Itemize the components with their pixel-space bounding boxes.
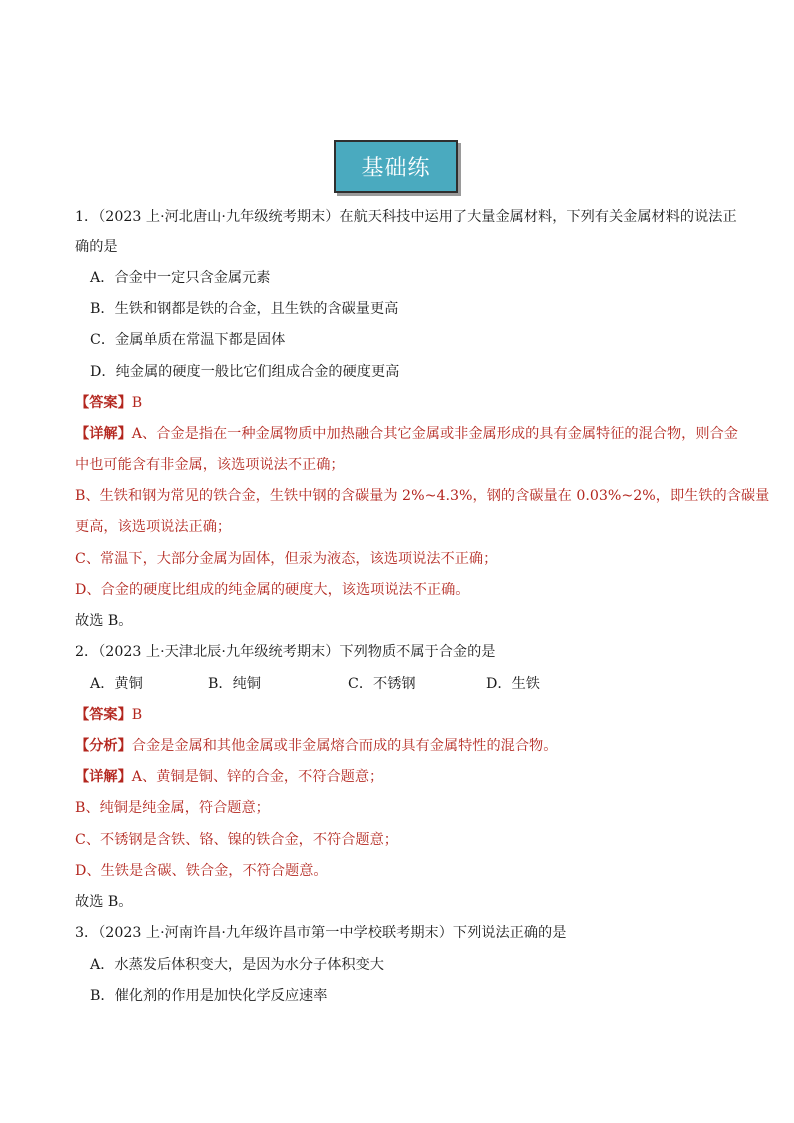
detail-text: A、合金是指在一种金属物质中加热融合其它金属或非金属形成的具有金属特征的混合物，则合金 — [131, 426, 738, 442]
answer-tag: 【答案】 — [75, 395, 132, 411]
q1-detail-line1 — [75, 424, 738, 444]
answer-value: B — [131, 707, 143, 723]
q2-detail-line2: B、纯铜是纯金属，符合题意； — [75, 800, 270, 816]
q1-answer — [75, 393, 722, 413]
q2-option-b: B．纯铜 — [208, 676, 261, 692]
analysis-tag: 【分析】 — [75, 738, 132, 754]
q2-detail-line3: C、不锈钢是含铁、铬、镍的铁合金，不符合题意； — [75, 832, 398, 848]
analysis-text: 合金是金属和其他金属或非金属熔合而成的具有金属特性的混合物。 — [131, 738, 558, 754]
q3-option-b: B．催化剂的作用是加快化学反应速率 — [90, 988, 328, 1004]
q1-detail-line6: D、合金的硬度比组成的纯金属的硬度大，该选项说法不正确。 — [75, 582, 470, 598]
q2-stem: 2．（2023 上·天津北辰·九年级统考期末）下列物质不属于合金的是 — [75, 644, 496, 660]
q1-stem-line1: 1．（2023 上·河北唐山·九年级统考期末）在航天科技中运用了大量金属材料，下列有关金属材料的说法正 — [75, 209, 737, 225]
q3-option-a: A．水蒸发后体积变大，是因为水分子体积变大 — [90, 957, 384, 973]
q1-detail-line3: B、生铁和钢为常见的铁合金，生铁中钢的含碳量为 2%~4.3%，钢的含碳量在 0.03%~2%，即生铁的含碳量 — [75, 488, 770, 504]
section-title — [334, 140, 458, 193]
answer-tag: 【答案】 — [75, 707, 132, 723]
q1-detail-line5: C、常温下，大部分金属为固体，但汞为液态，该选项说法不正确； — [75, 551, 498, 567]
detail-text: A、黄铜是铜、锌的合金，不符合题意； — [131, 769, 384, 785]
q1-option-c: C．金属单质在常温下都是固体 — [90, 332, 286, 348]
q2-conclusion: 故选 B。 — [75, 894, 133, 910]
q1-option-d: D．纯金属的硬度一般比它们组成合金的硬度更高 — [90, 364, 400, 380]
q1-option-b: B．生铁和钢都是铁的合金，且生铁的含碳量更高 — [90, 301, 399, 317]
q2-option-a: A．黄铜 — [90, 676, 143, 692]
detail-tag: 【详解】 — [75, 426, 132, 442]
q2-detail-line1 — [75, 767, 722, 787]
q1-detail-line4: 更高，该选项说法正确； — [75, 519, 232, 535]
answer-value: B — [131, 395, 143, 411]
q1-option-a: A．合金中一定只含金属元素 — [90, 270, 271, 286]
q1-detail-line2: 中也可能含有非金属，该选项说法不正确； — [75, 457, 345, 473]
q3-stem: 3．（2023 上·河南许昌·九年级许昌市第一中学校联考期末）下列说法正确的是 — [75, 925, 567, 941]
detail-tag: 【详解】 — [75, 769, 132, 785]
q2-detail-line4: D、生铁是含碳、铁合金，不符合题意。 — [75, 863, 328, 879]
q2-option-d: D．生铁 — [486, 676, 540, 692]
q2-analysis — [75, 736, 722, 756]
q2-option-c: C．不锈钢 — [348, 676, 416, 692]
q1-conclusion: 故选 B。 — [75, 613, 133, 629]
q1-stem-line2: 确的是 — [75, 239, 118, 255]
q2-answer — [75, 705, 722, 725]
section-title-text: 基础练 — [361, 156, 431, 181]
